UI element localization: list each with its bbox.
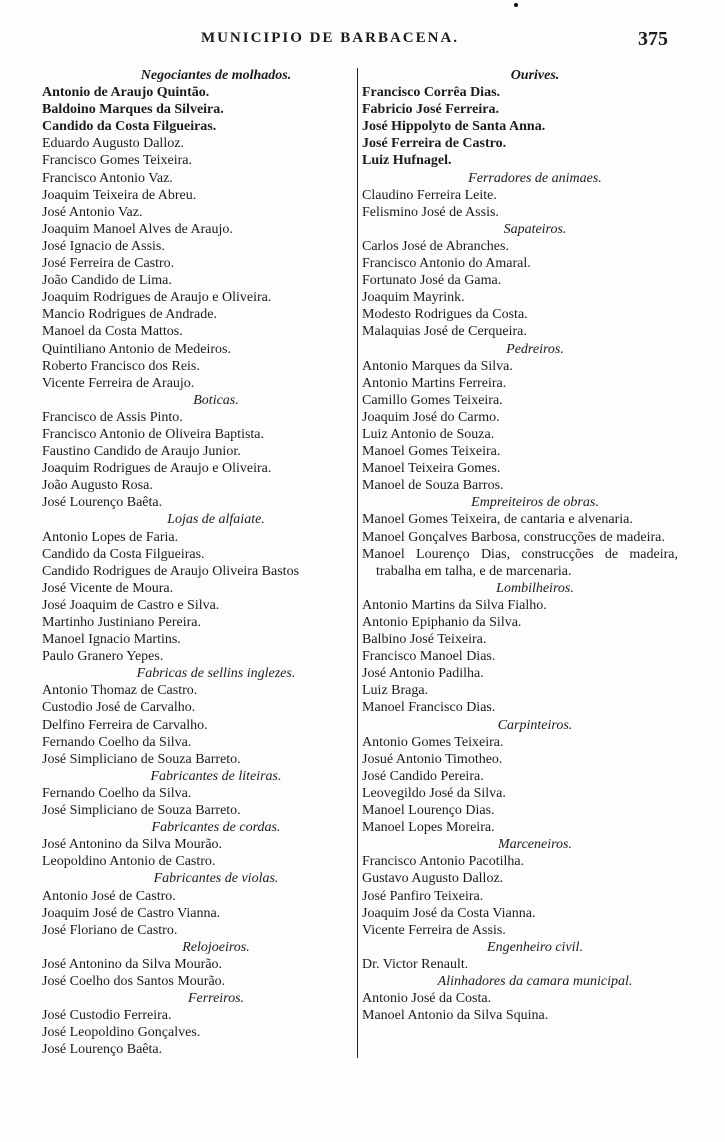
list-item: José Ferreira de Castro. [42, 256, 175, 272]
list-item: Fortunato José da Gama. [362, 273, 502, 289]
list-item: José Joaquim de Castro e Silva. [42, 597, 220, 613]
list-item: Antonio José da Costa. [362, 991, 492, 1007]
list-item: Francisco Antonio de Oliveira Baptista. [42, 426, 265, 442]
list-item: Leopoldino Antonio de Castro. [42, 854, 216, 870]
list-item: Faustino Candido de Araujo Junior. [42, 444, 241, 460]
list-item: Manoel da Costa Mattos. [42, 324, 183, 340]
section-heading: Negociantes de molhados. [140, 68, 292, 83]
list-item: Antonio Lopes de Faria. [42, 529, 179, 545]
list-item: Baldoino Marques da Silveira. [42, 102, 224, 118]
section-heading: Lojas de alfaiate. [167, 512, 265, 528]
list-item: Joaquim José do Carmo. [362, 409, 500, 425]
list-item: Custodio José de Carvalho. [42, 700, 196, 716]
list-item: Gustavo Augusto Dalloz. [362, 871, 504, 887]
section-heading: Alinhadores da camara municipal. [437, 973, 633, 989]
list-item: Felismino José de Assis. [362, 204, 499, 220]
section-heading: Fabricantes de cordas. [151, 820, 281, 836]
list-item: Antonio Martins da Silva Fialho. [362, 597, 547, 613]
list-item: Francisco Antonio Pacotilha. [362, 854, 525, 870]
list-item: Francisco de Assis Pinto. [42, 409, 183, 425]
list-item: Balbino José Teixeira. [362, 632, 487, 648]
list-item: Antonio Thomaz de Castro. [42, 683, 198, 699]
section-heading: Fabricantes de violas. [153, 871, 279, 887]
list-item: José Antonio Vaz. [42, 204, 143, 220]
list-item: Camillo Gomes Teixeira. [362, 392, 503, 408]
page-title: MUNICIPIO DE BARBACENA. [200, 30, 460, 46]
list-item: Eduardo Augusto Dalloz. [42, 136, 184, 152]
list-item: Joaquim Rodrigues de Araujo e Oliveira. [42, 290, 272, 306]
list-item: Francisco Antonio Vaz. [42, 170, 173, 186]
section-heading: Engenheiro civil. [487, 939, 583, 955]
list-item: Carlos José de Abranches. [362, 238, 509, 254]
list-item: Antonio de Araujo Quintão. [42, 85, 210, 101]
list-item: Fabricio José Ferreira. [362, 102, 499, 118]
list-item: Francisco Corrêa Dias. [362, 85, 501, 101]
list-item: José Antonio Padilha. [362, 666, 484, 682]
list-item: João Augusto Rosa. [42, 478, 153, 494]
section-heading: Pedreiros. [506, 341, 564, 357]
section-heading: Empreiteiros de obras. [471, 495, 599, 511]
list-item: José Lourenço Baêta. [42, 495, 163, 511]
list-item: Josué Antonio Timotheo. [362, 751, 503, 767]
page-number: 375 [638, 28, 668, 50]
list-item: Luiz Antonio de Souza. [362, 426, 495, 442]
list-item: Quintiliano Antonio de Medeiros. [42, 341, 231, 357]
left-column [42, 67, 360, 1067]
list-item: Luiz Braga. [362, 683, 429, 699]
list-item: Delfino Ferreira de Carvalho. [42, 717, 208, 733]
section-heading: Sapateiros. [503, 221, 567, 237]
list-item: José Leopoldino Gonçalves. [42, 1025, 201, 1041]
list-item: Luiz Hufnagel. [362, 153, 452, 169]
list-item: Fernando Coelho da Silva. [42, 734, 192, 750]
list-item: José Panfiro Teixeira. [362, 888, 484, 904]
list-item: José Simpliciano de Souza Barreto. [42, 751, 241, 767]
list-item: Francisco Manoel Dias. [362, 649, 496, 665]
section-heading: Ourives. [510, 68, 560, 83]
list-item: Antonio José de Castro. [42, 888, 176, 904]
section-heading: Lombilheiros. [496, 580, 574, 596]
section-heading: Boticas. [193, 392, 239, 408]
section-heading: Ferradores de animaes. [468, 170, 602, 186]
list-item: José Custodio Ferreira. [42, 1008, 172, 1024]
list-item: Joaquim Rodrigues de Araujo e Oliveira. [42, 461, 272, 477]
list-item: Candido da Costa Filgueiras. [42, 546, 205, 562]
list-item: Candido da Costa Filgueiras. [42, 119, 217, 135]
list-item: Francisco Gomes Teixeira. [42, 153, 192, 169]
list-item: José Coelho dos Santos Mourão. [42, 973, 226, 989]
list-item: Antonio Martins Ferreira. [362, 375, 507, 391]
list-item: Fernando Coelho da Silva. [42, 785, 192, 801]
list-item: José Antonino da Silva Mourão. [42, 837, 223, 853]
list-item: Manoel Gonçalves Barbosa, construcções de madeira. [362, 529, 665, 545]
section-heading: Marceneiros. [498, 837, 572, 853]
section-heading: Relojoeiros. [182, 939, 250, 955]
list-item: Manoel Francisco Dias. [362, 700, 496, 716]
section-heading: Carpinteiros. [497, 717, 573, 733]
list-item: José Candido Pereira. [362, 768, 484, 784]
list-item: Claudino Ferreira Leite. [362, 187, 497, 203]
list-item: José Ignacio de Assis. [42, 238, 165, 254]
list-item: João Candido de Lima. [42, 273, 172, 289]
list-item: Vicente Ferreira de Assis. [362, 922, 506, 938]
list-item: Vicente Ferreira de Araujo. [42, 375, 195, 391]
list-item: Francisco Antonio do Amaral. [362, 256, 531, 272]
list-item: Joaquim Mayrink. [362, 290, 465, 306]
list-item: Dr. Victor Renault. [362, 956, 469, 972]
list-item: José Simpliciano de Souza Barreto. [42, 803, 241, 819]
list-item: Martinho Justiniano Pereira. [42, 615, 202, 630]
list-item: Manoel Ignacio Martins. [42, 632, 181, 648]
section-heading: Ferreiros. [187, 991, 245, 1007]
list-item: José Antonino da Silva Mourão. [42, 956, 223, 972]
list-item: Manoel Lourenço Dias. [362, 803, 495, 819]
list-item: Manoel Lourenço Dias, construcções de madeira, trabalha em talha, e de marcenaria. [362, 546, 678, 579]
list-item: Joaquim José da Costa Vianna. [362, 905, 536, 921]
list-item: Malaquias José de Cerqueira. [362, 324, 527, 340]
right-column [362, 67, 678, 1067]
list-item: Antonio Epiphanio da Silva. [362, 615, 522, 630]
list-item: Roberto Francisco dos Reis. [42, 358, 200, 374]
list-item: José Ferreira de Castro. [362, 136, 507, 152]
list-item: Antonio Gomes Teixeira. [362, 734, 504, 750]
list-item: Joaquim Teixeira de Abreu. [42, 187, 197, 203]
list-item: Candido Rodrigues de Araujo Oliveira Bastos [42, 563, 300, 579]
section-heading: Fabricantes de liteiras. [150, 768, 282, 784]
column-divider [357, 68, 358, 1058]
section-heading: Fabricas de sellins inglezes. [136, 666, 296, 682]
list-item: José Vicente de Moura. [42, 580, 174, 596]
ink-dot [514, 3, 518, 7]
list-item: Manoel Antonio da Silva Squina. [362, 1008, 549, 1024]
list-item: Manoel de Souza Barros. [362, 478, 504, 494]
list-item: Manoel Teixeira Gomes. [362, 461, 501, 477]
list-item: Mancio Rodrigues de Andrade. [42, 307, 217, 323]
list-item: José Lourenço Baêta. [42, 1042, 163, 1058]
list-item: Manoel Gomes Teixeira. [362, 444, 501, 460]
list-item: Leovegildo José da Silva. [362, 785, 506, 801]
list-item: Joaquim Manoel Alves de Araujo. [42, 221, 233, 237]
list-item: José Hippolyto de Santa Anna. [362, 119, 546, 135]
list-item: Manoel Lopes Moreira. [362, 820, 495, 836]
list-item: José Floriano de Castro. [42, 922, 178, 938]
list-item: Joaquim José de Castro Vianna. [42, 905, 221, 921]
list-item: Manoel Gomes Teixeira, de cantaria e alvenaria. [362, 512, 633, 528]
list-item: Antonio Marques da Silva. [362, 358, 513, 374]
list-item: Paulo Granero Yepes. [42, 649, 164, 665]
list-item: Modesto Rodrigues da Costa. [362, 307, 528, 323]
